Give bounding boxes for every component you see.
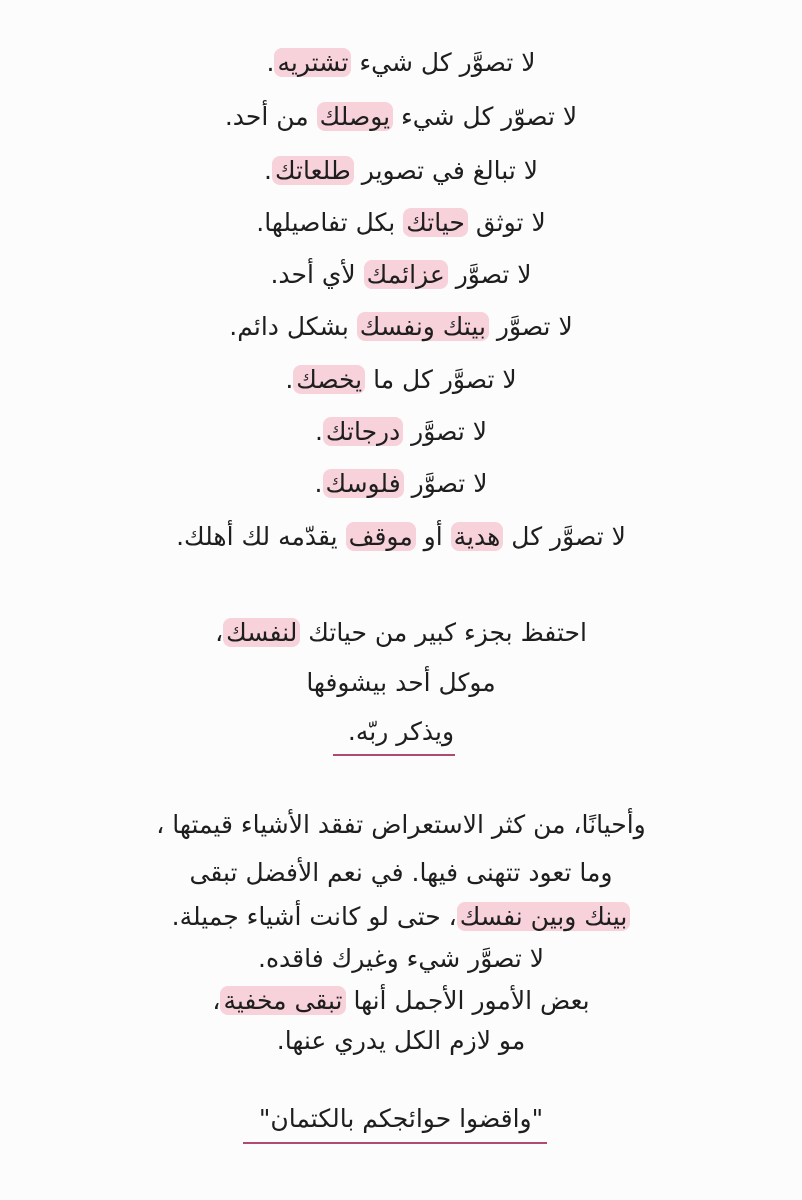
advice-line-4 xyxy=(0,206,802,240)
line-text: بشكل دائم. xyxy=(229,312,357,341)
line-text: لا تصوّر كل شيء xyxy=(393,102,578,131)
line-text: . xyxy=(285,365,294,394)
line-text: بعض الأمور الأجمل أنها xyxy=(345,986,590,1015)
paragraph-line-1: وأحيانًا، من كثر الاستعراض تفقد الأشياء قيمتها ، xyxy=(156,810,646,839)
highlighted-word: يخصك xyxy=(293,365,365,394)
paragraph-line-5 xyxy=(0,984,802,1018)
highlighted-word: لنفسك xyxy=(223,618,300,647)
underline-divider xyxy=(333,754,455,756)
line-text: لا توثق xyxy=(467,208,546,237)
line-text: ، حتى لو كانت أشياء جميلة. xyxy=(171,902,457,931)
paragraph-line-2: وما تعود تتهنى فيها. في نعم الأفضل تبقى xyxy=(189,858,613,887)
line-text: لا تصوَّر كل شيء xyxy=(351,48,536,77)
line-text: لا تصوَّر xyxy=(403,417,488,446)
line-text: أو xyxy=(415,522,451,551)
advice-line-5 xyxy=(0,258,802,292)
highlighted-word: تشتريه xyxy=(274,48,351,77)
advice-line-6 xyxy=(0,310,802,344)
keep-line-1 xyxy=(0,616,802,650)
paragraph-line-6: مو لازم الكل يدري عنها. xyxy=(276,1026,526,1055)
highlighted-word: تبقى مخفية xyxy=(220,986,345,1015)
advice-line-7 xyxy=(0,363,802,397)
line-text: لا تصوَّر xyxy=(488,312,573,341)
line-text: لا تبالغ في تصوير xyxy=(353,156,539,185)
keep-line-2: موكل أحد بيشوفها xyxy=(306,668,496,697)
highlighted-word: فلوسك xyxy=(323,469,404,498)
paragraph-line-3 xyxy=(0,900,802,934)
underline-divider xyxy=(243,1142,547,1144)
highlighted-word: بيتك ونفسك xyxy=(357,312,489,341)
line-text: ، xyxy=(212,986,221,1015)
line-text: لأي أحد. xyxy=(270,260,364,289)
highlighted-word: طلعاتك xyxy=(272,156,354,185)
highlighted-word: عزائمك xyxy=(364,260,448,289)
highlighted-word: بينك وبين نفسك xyxy=(457,902,631,931)
line-text: . xyxy=(263,156,272,185)
line-text: ، xyxy=(215,618,224,647)
highlighted-word: يوصلك xyxy=(317,102,393,131)
highlighted-word: حياتك xyxy=(403,208,468,237)
advice-line-2 xyxy=(0,100,802,134)
highlighted-word: موقف xyxy=(346,522,416,551)
closing-quote: "واقضوا حوائجكم بالكتمان" xyxy=(258,1104,544,1133)
highlighted-word: هدية xyxy=(451,522,504,551)
paragraph-line-4: لا تصوَّر شيء وغيرك فاقده. xyxy=(258,944,544,973)
line-text: . xyxy=(314,469,323,498)
line-text: من أحد. xyxy=(224,102,317,131)
line-text: . xyxy=(314,417,323,446)
line-text: لا تصوَّر xyxy=(403,469,488,498)
line-text: احتفظ بجزء كبير من حياتك xyxy=(300,618,587,647)
line-text: لا تصوَّر كل ما xyxy=(365,365,517,394)
line-text: لا تصوَّر xyxy=(447,260,532,289)
advice-line-3 xyxy=(0,154,802,188)
advice-line-1 xyxy=(0,46,802,80)
advice-line-10 xyxy=(0,520,802,554)
keep-line-3: ويذكر ربّه. xyxy=(347,717,455,746)
line-text: لا تصوَّر كل xyxy=(503,522,626,551)
advice-line-8 xyxy=(0,415,802,449)
line-text: بكل تفاصيلها. xyxy=(256,208,404,237)
advice-line-9 xyxy=(0,467,802,501)
highlighted-word: درجاتك xyxy=(323,417,403,446)
line-text: يقدّمه لك أهلك. xyxy=(176,522,346,551)
line-text: . xyxy=(266,48,275,77)
